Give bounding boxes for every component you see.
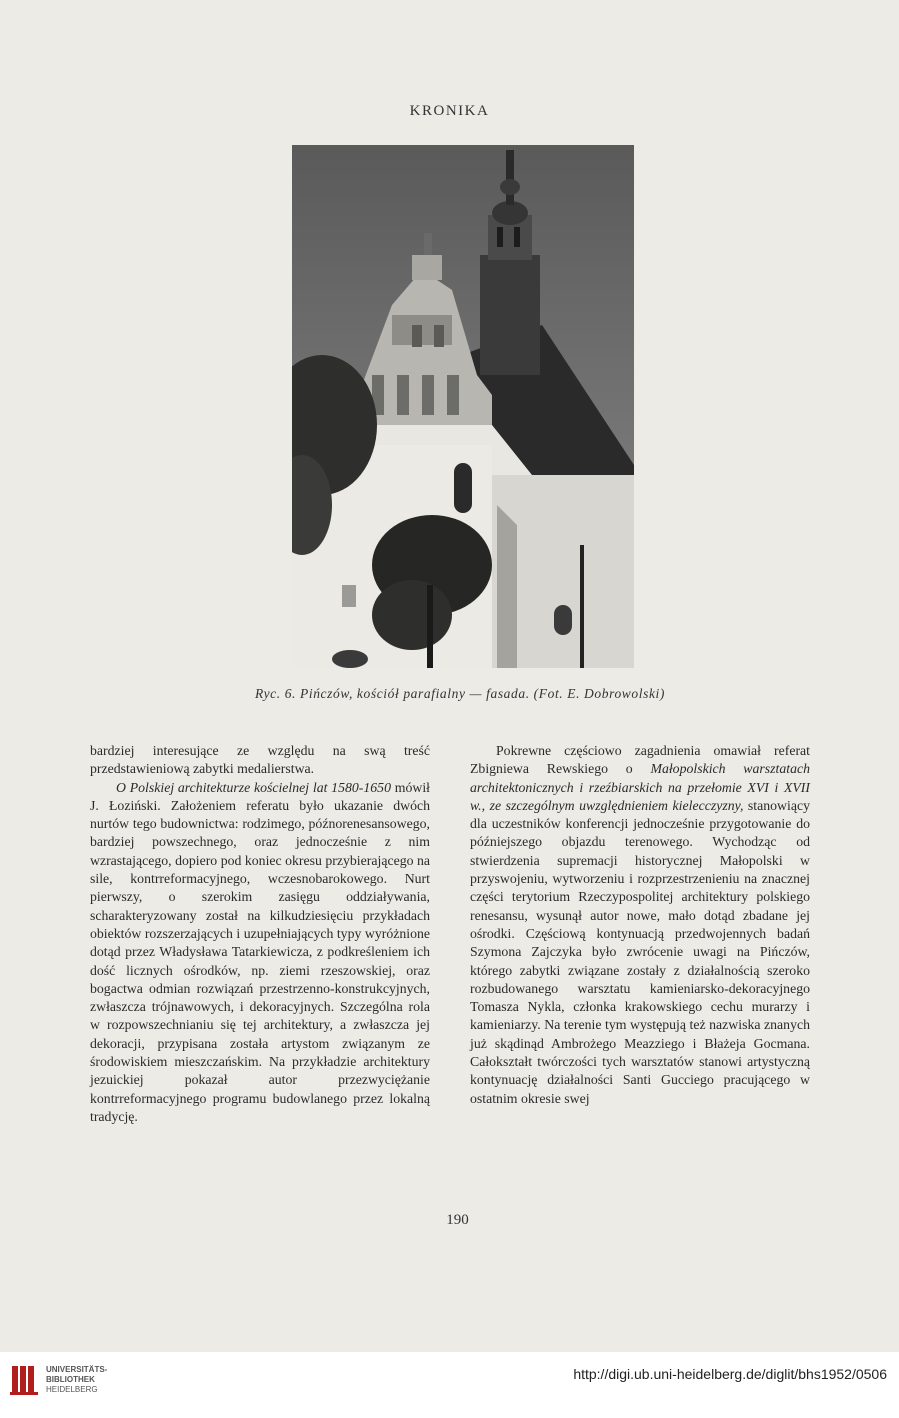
left-paragraph-2-text: mówił J. Łoziński. Założeniem referatu było ukazanie dwóch nurtów tego budownictwa: rodzimego, późnorenesansowego, bardziej powszechnego, oraz jednocześnie z nim wzrastającego, dopiero pod koniec okresu przybierającego na sile, kontrreformacyjnego, wczesnobarokowego. Nurt pierwszy, o szerokim zasięgu oddziaływania, scharakteryzowany został na kilkudziesięciu przykładach obiektów rozszerzających i uzupełniających typy wyróżnione dotąd przez Władysława Tatarkiewicza, z podkreśleniem ich dość licznych ośrodków, np. ziemi rzeszowskiej, oraz bogactwa odmian rozwiązań przestrzenno-konstrukcyjnych, zwłaszcza trójnawowych, i dekoracyjnych. Szczególna rola w rozpowszechnianiu się tej architektury, a zwłaszcza jej dekoracji, przypisana została artystom związanym ze środowiskiem mieszczańskim. Na przykładzie architektury jezuickiej pokazał autor przezwyciężanie kontrreformacyjnego programu budowlanego przez lokalną tradycję.	[90, 779, 430, 1124]
running-header: KRONIKA	[409, 103, 490, 119]
library-name-line-1: UNIVERSITÄTS-	[46, 1365, 108, 1374]
lecture-title-1: O Polskiej architekturze kościelnej lat 1580-1650	[116, 779, 391, 795]
figure-caption: Ryc. 6. Pińczów, kościół parafialny — fasada. (Fot. E. Dobrowolski)	[254, 686, 666, 701]
lecture-title-2: Małopolskich warsztatach architektonicznych i rzeźbiarskich na przełomie XVI i XVII w., ze szczególnym uwzględnieniem kielecczyzny,	[470, 761, 810, 813]
right-paragraph-1	[470, 742, 810, 1108]
right-paragraph-1-text: stanowiący dla uczestników konferencji jednocześnie przygotowanie do późniejszego objazdu terenowego. Wychodząc od stwierdzenia supremacji historycznej Małopolski w przyswojeniu, wytworzeniu i rozprzestrzenieniu na znacznej części terytorium Rzeczypospolitej architektury polskiego renesansu, wysunął autor nowe, mało dotąd zbadane jej ośrodki. Częściową kontynuacją przedwojennych badań Szymona Zajczyka było zwrócenie uwagi na Pińczów, którego zabytki związane zostały z działalnością szeroko rozbudowanego warsztatu kamieniarsko-dekoracyjnego Tomasza Nykla, członka krakowskiego cechu murarzy i kamieniarzy. Na terenie tym występują też nazwiska znanych już skądinąd Ambrożego Meazziego i Błażeja Gocmana. Całokształt twórczości tych warsztatów stanowi artystyczną kontynuację działalności Santi Gucciego pracującego w ostatnim okresie swej	[470, 797, 810, 1106]
left-column	[90, 742, 430, 1126]
left-paragraph-1: bardziej interesujące ze względu na swą treść przedstawieniową zabytki medalierstwa.	[90, 743, 430, 777]
library-name-line-3: HEIDELBERG	[46, 1385, 98, 1394]
library-name-line-2: BIBLIOTHEK	[46, 1375, 95, 1384]
church-facade-photo	[292, 145, 634, 668]
right-paragraph-1-intro: Pokrewne częściowo zagadnienia omawiał referat Zbigniewa Rewskiego o	[470, 743, 810, 777]
page-number: 190	[446, 1212, 469, 1228]
library-logo-icon	[10, 1362, 38, 1396]
viewer-footer	[0, 1352, 899, 1418]
permalink-url[interactable]: http://digi.ub.uni-heidelberg.de/diglit/bhs1952/0506	[573, 1366, 887, 1382]
library-name	[46, 1365, 107, 1395]
right-column	[470, 742, 810, 1108]
left-paragraph-2	[90, 779, 430, 1127]
